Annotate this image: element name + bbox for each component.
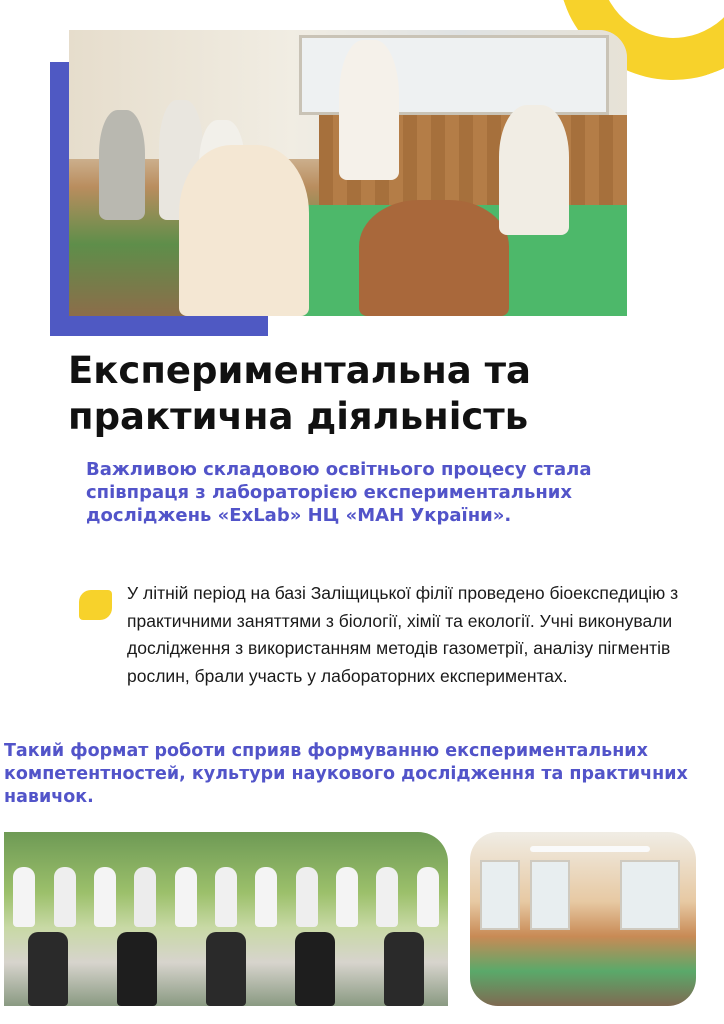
page-title xyxy=(68,348,688,440)
yellow-bullet-icon xyxy=(79,590,112,620)
classroom-lab-photo xyxy=(69,30,627,316)
lead-paragraph: Важливою складовою освітнього процесу стала співпраця з лабораторією експериментальних досліджень «ExLab» НЦ «МАН України». xyxy=(86,459,592,526)
title-line-2: практична діяльність xyxy=(68,395,529,438)
conclusion-paragraph: Такий формат роботи сприяв формуванню експериментальних компетентностей, культури наукового дослідження та практичних навичок. xyxy=(4,741,688,807)
lab-room-photo xyxy=(470,832,696,1006)
title-line-1: Експериментальна та xyxy=(68,349,532,392)
body-paragraph: У літній період на базі Заліщицької філії проведено біоекспедицію з практичними заняттями з біології, хімії та екології. Учні виконували дослідження з використанням методів газометрії, аналізу пігментів рослин, брали участь у лабораторних експериментах. xyxy=(127,583,679,686)
group-photo xyxy=(4,832,448,1006)
